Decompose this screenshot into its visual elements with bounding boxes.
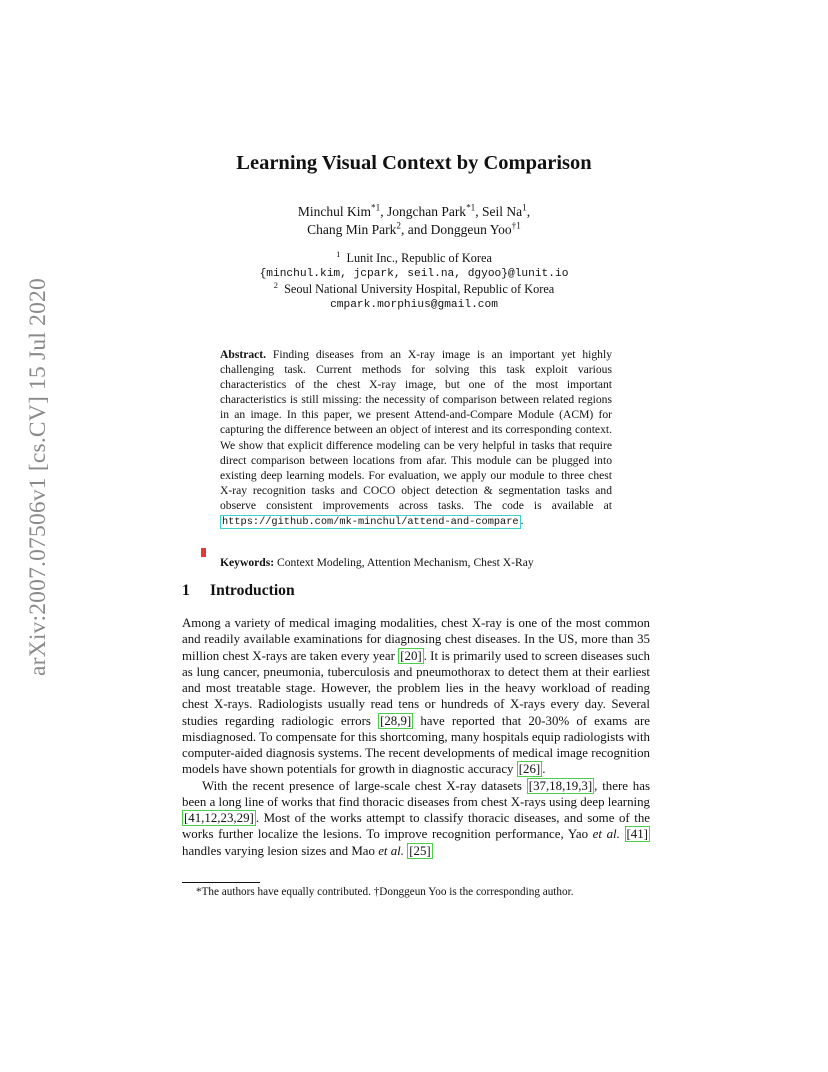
affiliation-text: Seoul National University Hospital, Republic of Korea xyxy=(284,282,555,296)
paper-title: Learning Visual Context by Comparison xyxy=(236,152,592,174)
keywords-text: Context Modeling, Attention Mechanism, Chest X-Ray xyxy=(277,556,534,569)
affiliation-1 xyxy=(0,251,828,267)
section-number: 1 xyxy=(182,582,190,599)
author-name: Chang Min Park xyxy=(307,222,397,237)
text-run: . Most of the works attempt to classify thoracic diseases, and some of the works further localize the lesions. To improve recognition performance, Yao xyxy=(182,811,650,842)
author-name: and Donggeun Yoo xyxy=(407,222,512,237)
affiliations xyxy=(0,251,828,313)
text-run: With the recent presence of large-scale chest X-ray datasets xyxy=(202,778,527,793)
affiliation-1-emails: {minchul.kim, jcpark, seil.na, dgyoo}@lunit.io xyxy=(259,267,569,280)
citation-link[interactable]: [37,18,19,3] xyxy=(528,778,593,793)
abstract-end: . xyxy=(520,514,524,528)
et-al: et al. xyxy=(378,843,404,858)
text-run: handles varying lesion sizes and Mao xyxy=(182,843,379,858)
paragraph xyxy=(182,778,650,859)
affiliation-marker: 2 xyxy=(273,280,278,290)
text-run: Among a variety of medical imaging modalities, chest X-ray is one of the most common and readily available examinations for diagnosing chest diseases. In the US, more than 35 million chest X-rays are taken every year xyxy=(182,616,650,663)
footnote: *The authors have equally contributed. †Donggeun Yoo is the corresponding author. xyxy=(196,886,574,898)
text-run: . It is primarily used to screen diseases such as lung cancer, pneumonia, tuberculosis and pneumothorax to detect them at their earliest and most treatable stage. However, the problem lies in the heavy workload of reading chest X-rays. Radiologists usually read tens or hundreds of X-rays every day. Several studies regarding radiologic errors xyxy=(182,648,651,728)
keywords xyxy=(220,556,534,569)
text-run: , there has been a long line of works that find thoracic diseases from chest X-rays using deep learning xyxy=(182,778,650,809)
abstract-label: Abstract. xyxy=(220,348,267,361)
arxiv-identifier: arXiv:2007.07506v1 [cs.CV] 15 Jul 2020 xyxy=(25,278,51,676)
author-name: Jongchan Park xyxy=(386,204,467,219)
author-marker: *1 xyxy=(371,202,381,213)
author-marker: 1 xyxy=(522,202,527,213)
author-marker: 2 xyxy=(396,220,402,231)
paragraph xyxy=(182,615,650,778)
text-run: . xyxy=(542,762,546,777)
text-run: have reported that 20-30% of exams are misdiagnosed. To compensate for this shortcoming, many hospitals equip radiologists with computer-aided diagnosis systems. The recent developments of medical image recognition models have shown potentials for growth in diagnostic accuracy xyxy=(182,713,650,777)
citation-link[interactable]: [41,12,23,29] xyxy=(184,811,254,825)
citation-link[interactable]: [20] xyxy=(400,648,422,663)
affiliation-2-email: cmpark.morphius@gmail.com xyxy=(330,298,498,311)
abstract xyxy=(220,347,612,530)
abstract-text: Finding diseases from an X-ray image is an important yet highly challenging task. Current methods for solving this task exploit various characteristics of the chest X-ray image, but one of the most important characteristics is still missing: the necessity of comparison between related regions in an image. In this paper, we present Attend-and-Compare Module (ACM) for capturing the difference between an object of interest and its corresponding context. We show that explicit difference modeling can be very helpful in tasks that require direct comparison between locations from afar. This module can be plugged into existing deep learning models. For evaluation, we apply our module to three chest X-ray recognition tasks and COCO object detection & segmentation tasks and observe consistent improvements across tasks. The code is available at xyxy=(220,348,612,512)
citation-link[interactable]: [26] xyxy=(518,762,541,777)
author-marker: †1 xyxy=(511,220,521,231)
author-marker: *1 xyxy=(466,202,476,213)
keywords-label: Keywords: xyxy=(220,556,275,569)
author-name: Minchul Kim xyxy=(297,204,372,219)
affiliation-2 xyxy=(0,282,828,298)
et-al: et al. xyxy=(592,827,620,842)
section-title: Introduction xyxy=(210,582,295,599)
annotation-marker xyxy=(201,548,206,557)
author-list: Minchul Kim$^{*1}$, Jongchan Park$^{*1}$, Seil Na$^1$, Chang Min Park$^2$, and Donggeun Yoo$^{\dagger 1}$ xyxy=(297,202,531,237)
footnote-rule xyxy=(182,882,260,883)
citation-link[interactable]: [41] xyxy=(626,827,648,842)
citation-link[interactable]: [28,9] xyxy=(380,713,412,728)
author-name: Seil Na xyxy=(481,204,523,219)
affiliation-marker: 1 xyxy=(336,249,341,259)
code-url-link[interactable]: https://github.com/mk-minchul/attend-and-compare xyxy=(222,516,519,529)
citation-link[interactable]: [25] xyxy=(409,843,431,858)
affiliation-text: Lunit Inc., Republic of Korea xyxy=(346,251,492,265)
section-heading xyxy=(182,582,295,600)
introduction-body xyxy=(182,615,650,859)
